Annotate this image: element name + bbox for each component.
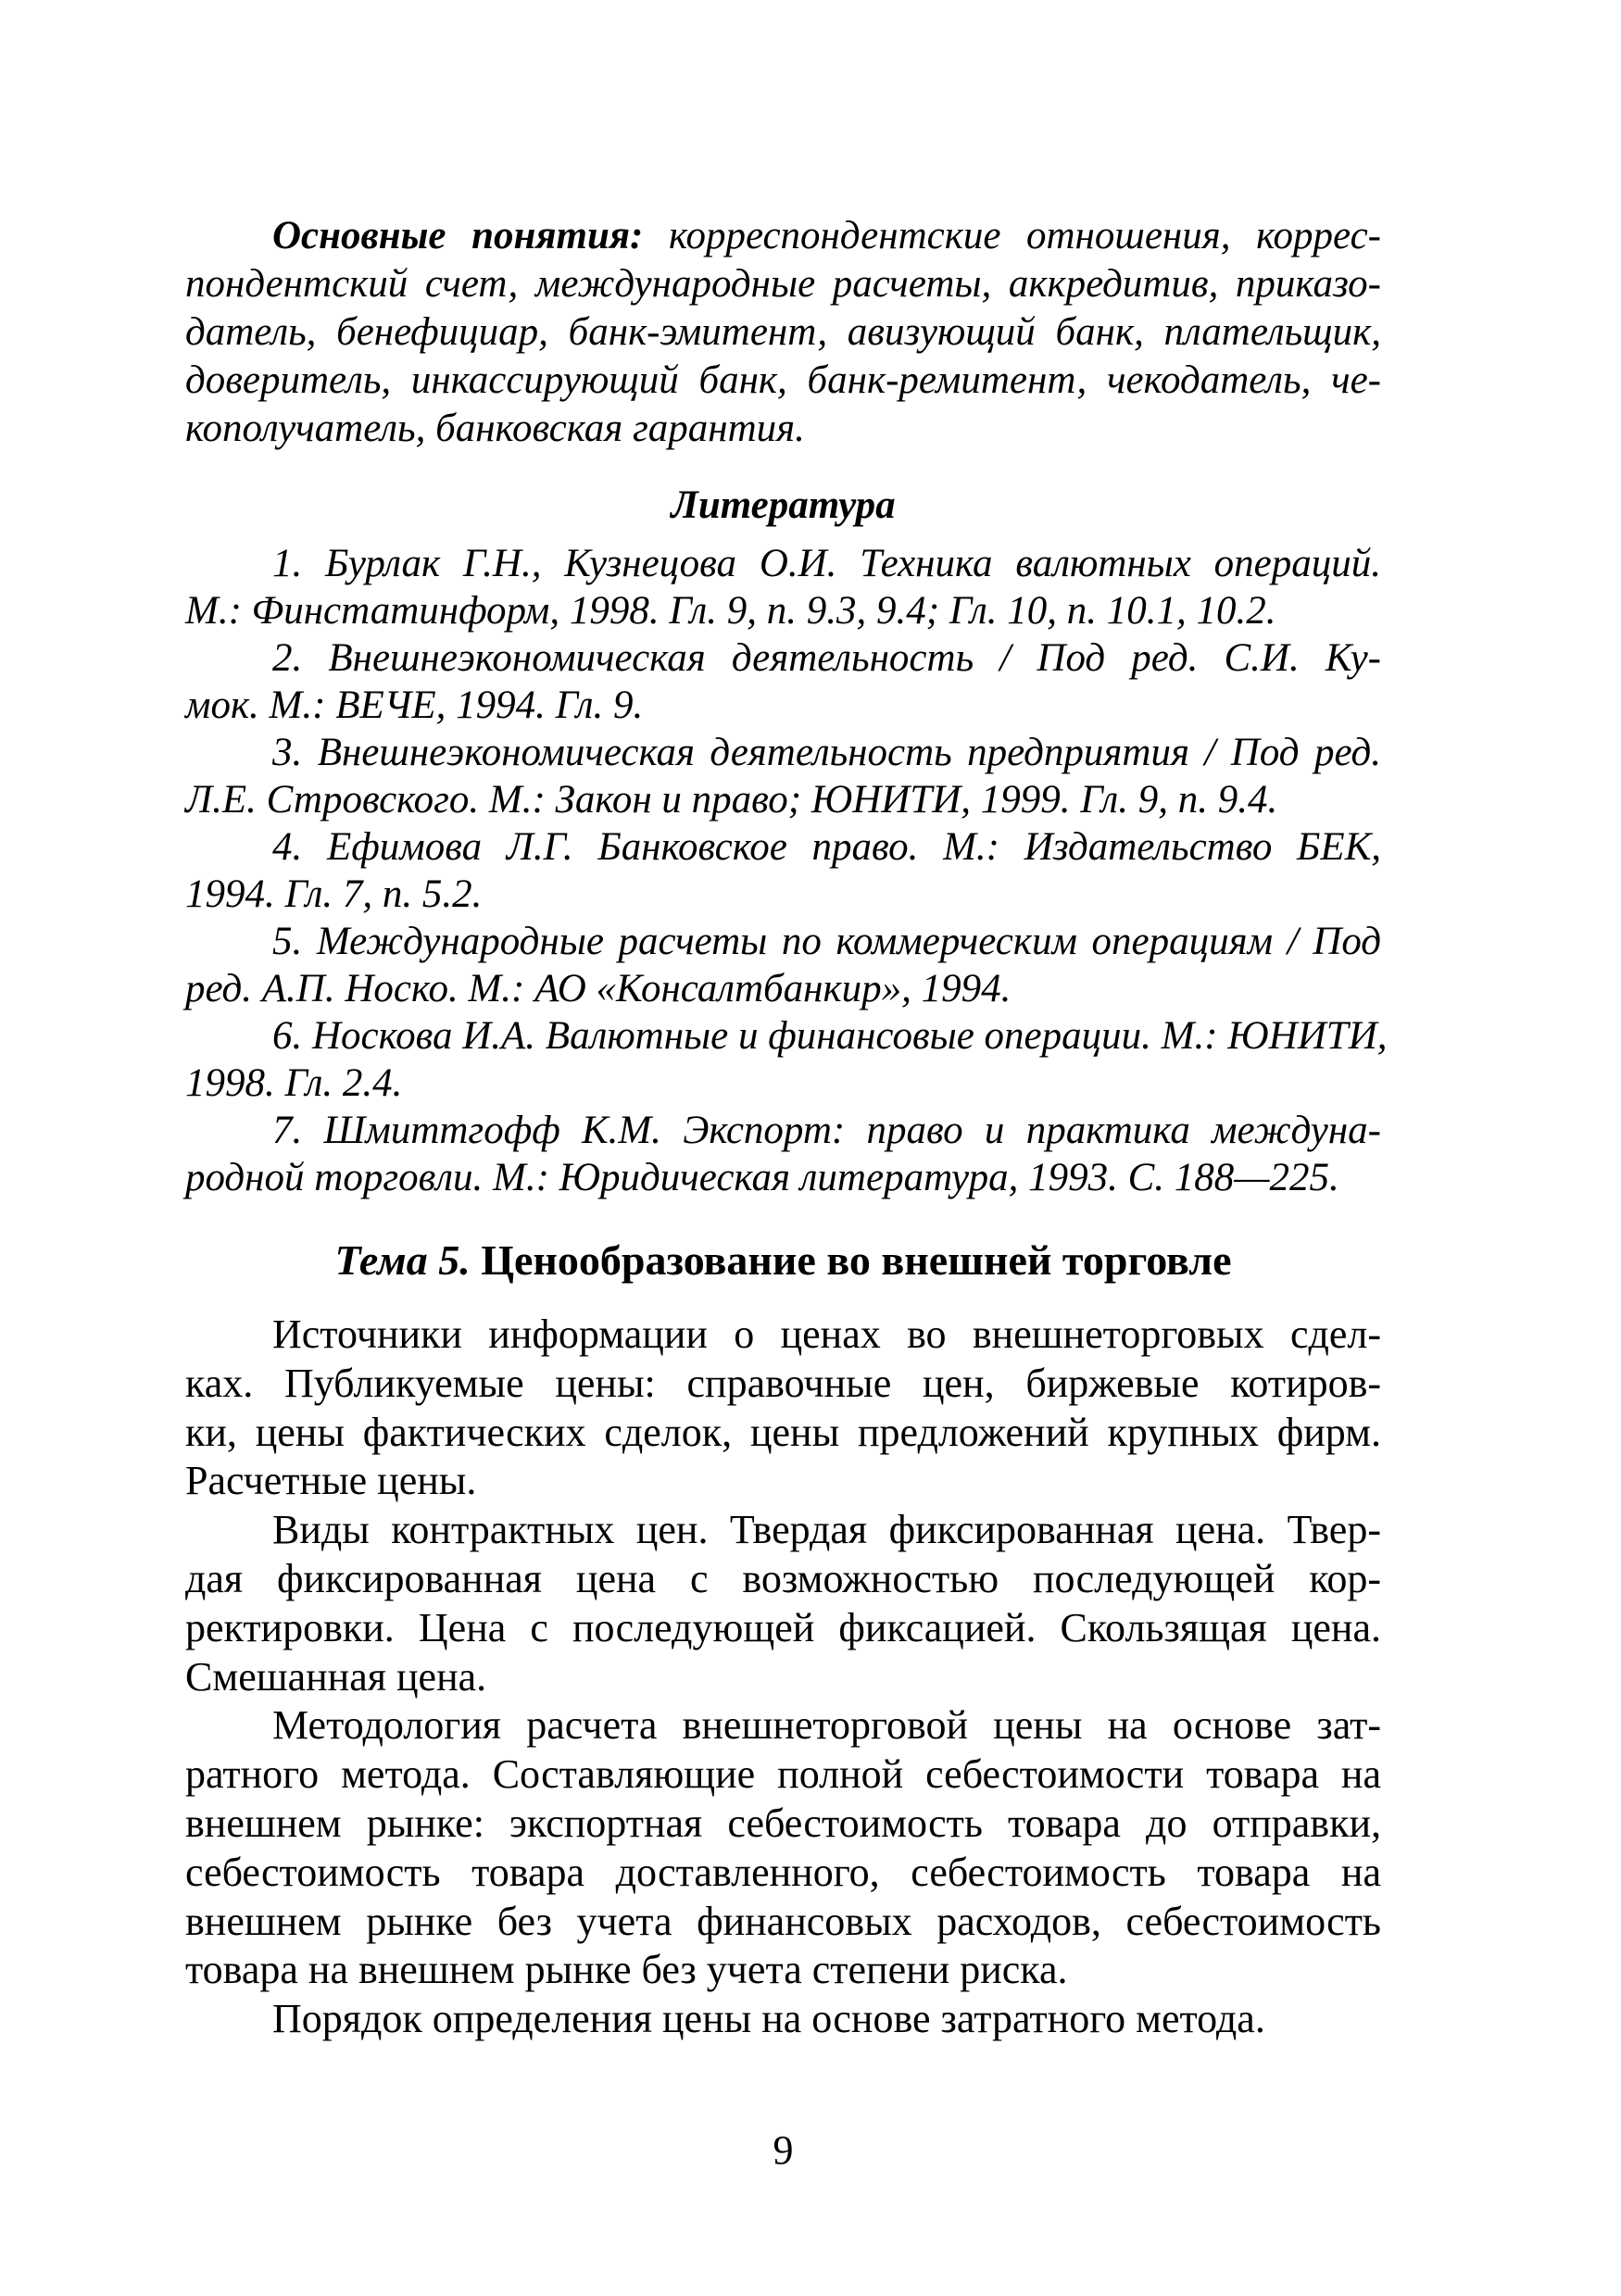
- topic-heading: [185, 1236, 1381, 1286]
- paragraph-line: внешнем рынке: экспортная себестоимость товара до отправки,: [185, 1800, 1381, 1846]
- reference-item-line: 1998. Гл. 2.4.: [185, 1061, 403, 1105]
- reference-item-line: 3. Внешнеэкономическая деятельность предприятия / Под ред.: [272, 731, 1381, 774]
- reference-item: [185, 1012, 1388, 1107]
- reference-item-line: родной торговли. М.: Юридическая литература, 1993. С. 188—225.: [185, 1156, 1339, 1199]
- concepts-text: корреспондентские отношения, коррес-: [643, 214, 1381, 257]
- reference-item-line: Л.Е. Стровского. М.: Закон и право; ЮНИТИ, 1999. Гл. 9, п. 9.4.: [185, 778, 1278, 822]
- reference-item-line: 6. Носкова И.А. Валютные и финансовые операции. М.: ЮНИТИ,: [272, 1014, 1388, 1058]
- reference-item: [185, 1107, 1381, 1201]
- topic-title: Ценообразование во внешней торговле: [481, 1236, 1232, 1284]
- reference-item: [185, 634, 1381, 729]
- reference-item-line: 1994. Гл. 7, п. 5.2.: [185, 872, 483, 916]
- reference-item-line: М.: Финстатинформ, 1998. Гл. 9, п. 9.3, 9.4; Гл. 10, п. 10.1, 10.2.: [185, 589, 1276, 633]
- paragraph-line: Порядок определения цены на основе затратного метода.: [272, 1996, 1265, 2042]
- paragraph: [185, 1311, 1381, 1506]
- paragraph: [185, 1506, 1381, 1701]
- topic-label: Тема 5.: [334, 1236, 471, 1284]
- topic-body: [185, 1311, 1381, 2044]
- reference-list: [185, 540, 1388, 1201]
- paragraph: [185, 1995, 1381, 2044]
- concepts-line: датель, бенефициар, банк-эмитент, авизующий банк, плательщик,: [185, 310, 1381, 354]
- concepts-line: кополучатель, банковская гарантия.: [185, 407, 805, 450]
- reference-item-line: 4. Ефимова Л.Г. Банковское право. М.: Издательство БЕК,: [272, 825, 1381, 869]
- paragraph-line: ки, цены фактических сделок, цены предложений крупных фирм.: [185, 1409, 1381, 1455]
- paragraph-line: Источники информации о ценах во внешнеторговых сдел-: [272, 1311, 1381, 1357]
- key-concepts: [185, 212, 1381, 453]
- concepts-label: Основные понятия:: [272, 214, 644, 257]
- paragraph-line: внешнем рынке без учета финансовых расходов, себестоимость: [185, 1898, 1381, 1944]
- paragraph-line: себестоимость товара доставленного, себестоимость товара на: [185, 1849, 1381, 1895]
- paragraph-line: дая фиксированная цена с возможностью последующей кор-: [185, 1555, 1381, 1601]
- reference-item-line: 7. Шмиттгофф К.М. Экспорт: право и практика междуна-: [272, 1109, 1381, 1152]
- paragraph-line: Смешанная цена.: [185, 1653, 487, 1700]
- paragraph-line: Виды контрактных цен. Твердая фиксированная цена. Твер-: [272, 1507, 1381, 1553]
- reference-item-line: 1. Бурлак Г.Н., Кузнецова О.И. Техника валютных операций.: [272, 542, 1381, 585]
- literature-heading: Литература: [671, 483, 896, 527]
- reference-item-line: 2. Внешнеэкономическая деятельность / Под ред. С.И. Ку-: [272, 636, 1381, 680]
- page-number: 9: [773, 2127, 794, 2173]
- paragraph-line: Расчетные цены.: [185, 1458, 477, 1504]
- paragraph-line: товара на внешнем рынке без учета степени риска.: [185, 1947, 1068, 1993]
- reference-item-line: мок. М.: ВЕЧЕ, 1994. Гл. 9.: [185, 684, 644, 727]
- reference-item: [185, 823, 1381, 918]
- paragraph-line: ках. Публикуемые цены: справочные цен, биржевые котиров-: [185, 1360, 1381, 1406]
- paragraph: [185, 1701, 1381, 1995]
- reference-item-line: 5. Международные расчеты по коммерческим операциям / Под: [272, 920, 1381, 963]
- paragraph-line: ректировки. Цена с последующей фиксацией. Скользящая цена.: [185, 1604, 1381, 1650]
- reference-item: [185, 729, 1381, 823]
- concepts-line: [185, 212, 1381, 260]
- paragraph-line: Методология расчета внешнеторговой цены на основе зат-: [272, 1702, 1381, 1749]
- paragraph-line: ратного метода. Составляющие полной себестоимости товара на: [185, 1751, 1381, 1798]
- concepts-line: доверитель, инкассирующий банк, банк-ремитент, чекодатель, че-: [185, 358, 1381, 402]
- concepts-line: пондентский счет, международные расчеты, аккредитив, приказо-: [185, 262, 1381, 306]
- reference-item: [185, 918, 1381, 1012]
- reference-item: [185, 540, 1381, 634]
- reference-item-line: ред. А.П. Носко. М.: АО «Консалтбанкир», 1994.: [185, 967, 1012, 1010]
